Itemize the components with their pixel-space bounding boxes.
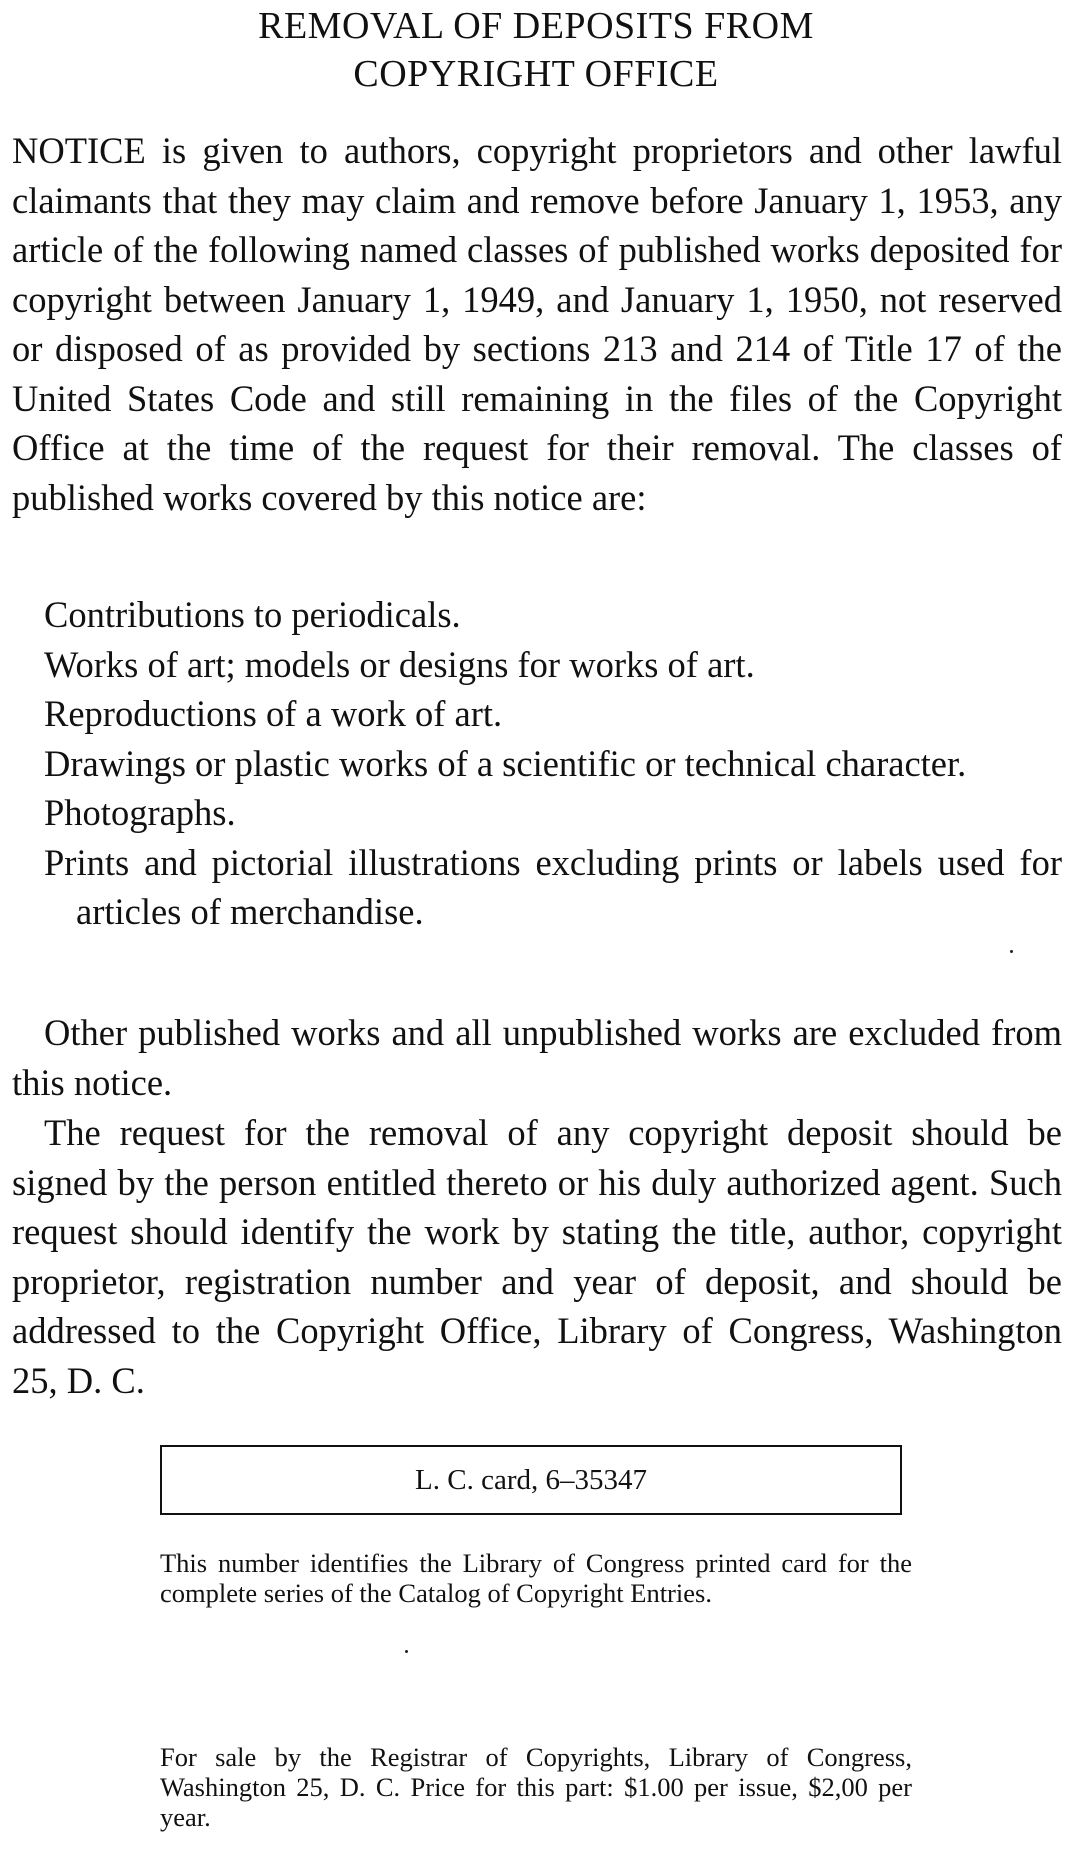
class-item: Photographs. xyxy=(44,792,236,833)
class-item: Contributions to periodicals. xyxy=(44,594,461,635)
card-number-label: L. C. card, 6–35347 xyxy=(415,1463,647,1496)
classes-list xyxy=(44,590,1062,937)
class-item: Reproductions of a work of art. xyxy=(44,693,503,734)
card-note: This number identifies the Library of Congress printed card for the complete series of the Catalog of Copyright Entries. xyxy=(160,1548,912,1608)
class-item: Works of art; models or designs for works of art. xyxy=(44,643,755,685)
print-speck xyxy=(1010,950,1013,953)
notice-paragraph: NOTICE is given to authors, copyright proprietors and other lawful claimants that they may claim and remove before January 1, 1953, any article of the following named classes of published works deposited for copyright between January 1, 1949, and January 1, 1950, not reserved or disposed of as provided by sections 213 and 214 of Title 17 of the United States Code and still remaining in the files of the Copyright Office at the time of the request for their removal. The classes of published works covered by this notice are: xyxy=(12,130,1062,518)
title-line-2: COPYRIGHT OFFICE xyxy=(353,53,719,95)
sale-note: For sale by the Registrar of Copyrights, Library of Congress, Washington 25, D. C. Price for this part: $1.00 per issue, $2,00 per year. xyxy=(160,1742,912,1832)
request-paragraph: The request for the removal of any copyright deposit should be signed by the person entitled thereto or his duly authorized agent. Such request should identify the work by stating the title, author, copyright proprietor, registration number and year of deposit, and should be addressed to the Copyright Office, Library of Congress, Washington 25, D. C. xyxy=(12,1112,1062,1401)
title-line-1: REMOVAL OF DEPOSITS FROM xyxy=(258,5,814,47)
excluded-paragraph: Other published works and all unpublished works are excluded from this notice. xyxy=(12,1012,1062,1103)
print-speck xyxy=(405,1650,408,1653)
card-number-box xyxy=(160,1445,902,1515)
class-item: Drawings or plastic works of a scientific or technical character. xyxy=(44,742,967,784)
page-title xyxy=(0,0,1072,98)
class-item: Prints and pictorial illustrations excluding prints or labels used for articles of merchandise. xyxy=(44,841,1062,932)
